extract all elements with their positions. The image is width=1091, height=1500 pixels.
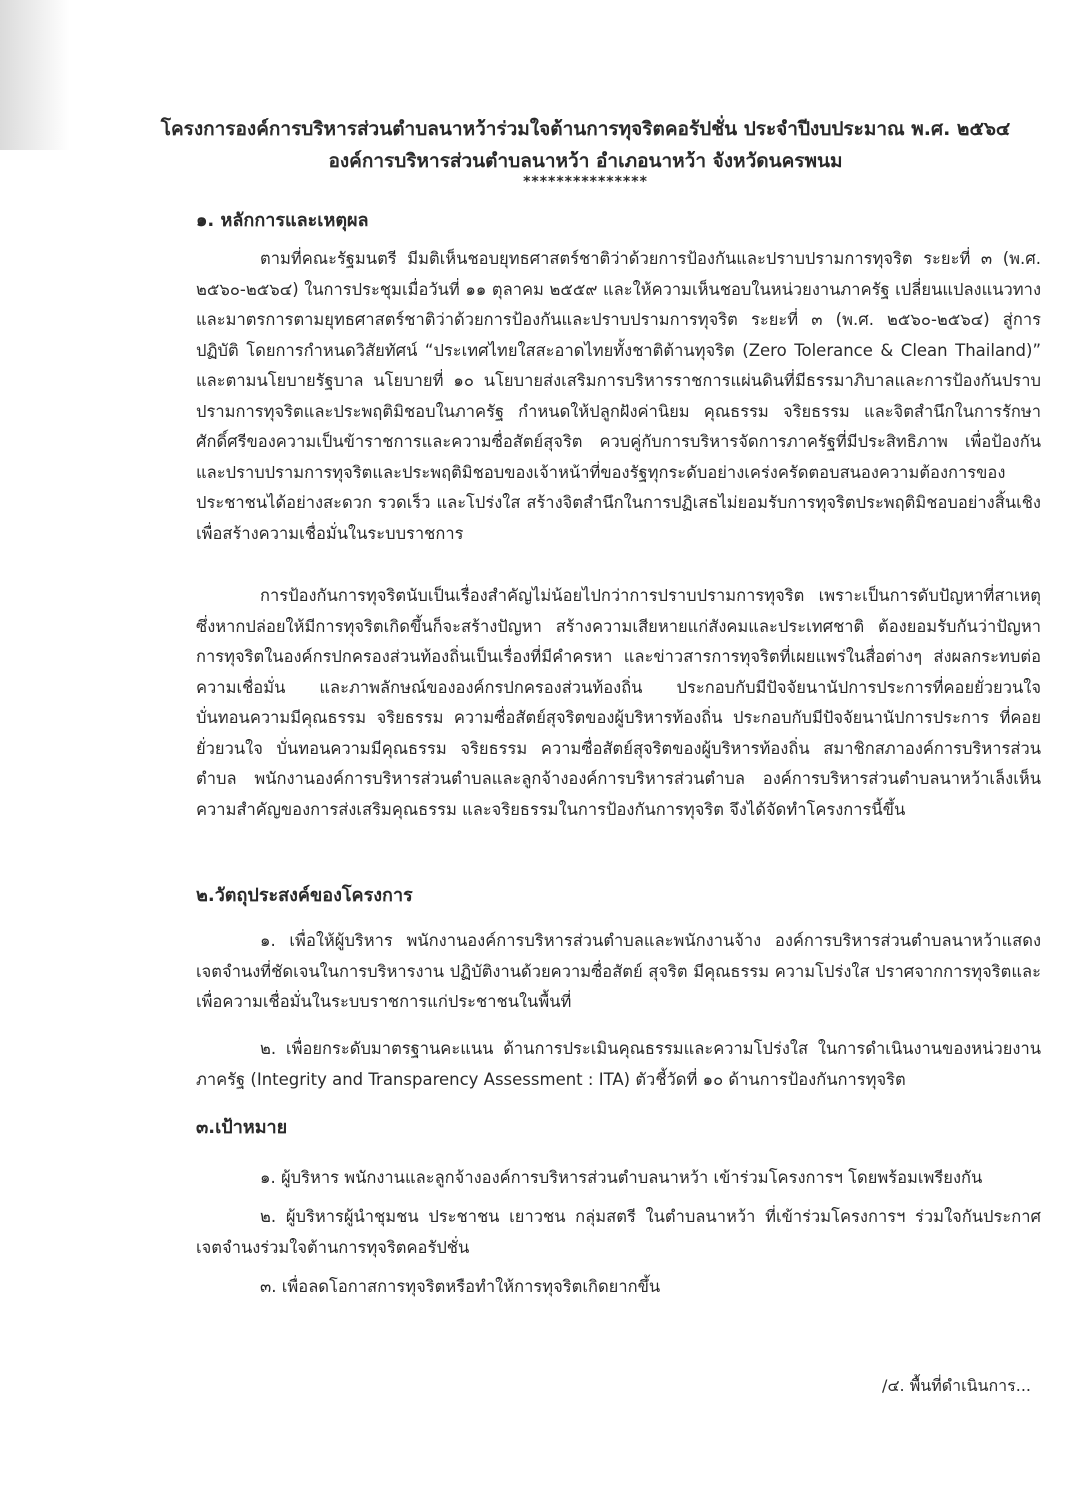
section-2-item-1: ๑. เพื่อให้ผู้บริหาร พนักงานองค์การบริหารส่วนตำบลและพนักงานจ้าง องค์การบริหารส่วนตำบลนาหว้าแสดงเจตจำนงที่ชัดเจนในการบริหารงาน ปฏิบัติงานด้วยความซื่อสัตย์ สุจริต มีคุณธรรม ความโปร่งใส ปราศจากการทุจริตและเพื่อความเชื่อมั่นในระบบราชการแก่ประชาชนในพื้นที่ — [196, 931, 1041, 1011]
title-line-2: องค์การบริหารส่วนตำบลนาหว้า อำเภอนาหว้า จังหวัดนครพนม — [328, 150, 843, 172]
title-separator: *************** — [523, 174, 648, 190]
title-line-1: โครงการองค์การบริหารส่วนตำบลนาหว้าร่วมใจต้านการทุจริตคอรัปชั่น ประจำปีงบประมาณ พ.ศ. ๒๕๖๔ — [160, 118, 1011, 140]
section-3-item-2: ๒. ผู้บริหารผู้นำชุมชน ประชาชน เยาวชน กลุ่มสตรี ในตำบลนาหว้า ที่เข้าร่วมโครงการฯ ร่วมใจกันประกาศเจตจำนงร่วมใจต้านการทุจริตคอรัปชั่น — [196, 1207, 1041, 1257]
section-3-heading: ๓.เป้าหมาย — [196, 1117, 288, 1138]
section-3-item-1: ๑. ผู้บริหาร พนักงานและลูกจ้างองค์การบริหารส่วนตำบลนาหว้า เข้าร่วมโครงการฯ โดยพร้อมเพรียงกัน — [260, 1168, 983, 1187]
page-continuation: /๔. พื้นที่ดำเนินการ... — [882, 1376, 1031, 1395]
section-2-heading: ๒.วัตถุประสงค์ของโครงการ — [196, 885, 413, 906]
section-3-item-3: ๓. เพื่อลดโอกาสการทุจริตหรือทำให้การทุจริตเกิดยากขึ้น — [260, 1277, 661, 1296]
section-1-paragraph-1: ตามที่คณะรัฐมนตรี มีมติเห็นชอบยุทธศาสตร์ชาติว่าด้วยการป้องกันและปราบปรามการทุจริต ระยะที่ ๓ (พ.ศ. ๒๕๖๐-๒๕๖๔) ในการประชุมเมื่อวันที่ ๑๑ ตุลาคม ๒๕๕๙ และให้ความเห็นชอบในหน่วยงานภาครัฐ เปลี่ยนแปลงแนวทางและมาตรการตามยุทธศาสตร์ชาติว่าด้วยการป้องกันและปราบปรามการทุจริต ระยะที่ ๓ (พ.ศ. ๒๕๖๐-๒๕๖๔) สู่การปฏิบัติ โดยการกำหนดวิสัยทัศน์ “ประเทศไทยใสสะอาดไทยทั้งชาติต้านทุจริต (Zero Tolerance & Clean Thailand)” และตามนโยบายรัฐบาล นโยบายที่ ๑๐ นโยบายส่งเสริมการบริหารราชการแผ่นดินที่มีธรรมาภิบาลและการป้องกันปราบปรามการทุจริตและประพฤติมิชอบในภาครัฐ กำหนดให้ปลูกฝังค่านิยม คุณธรรม จริยธรรม และจิตสำนึกในการรักษาศักดิ์ศรีของความเป็นข้าราชการและความซื่อสัตย์สุจริต ควบคู่กับการบริหารจัดการภาครัฐที่มีประสิทธิภาพ เพื่อป้องกันและปราบปรามการทุจริตและประพฤติมิชอบของเจ้าหน้าที่ของรัฐทุกระดับอย่างเคร่งครัดตอบสนองความต้องการของประชาชนได้อย่างสะดวก รวดเร็ว และโปร่งใส สร้างจิตสำนึกในการปฏิเสธไม่ยอมรับการทุจริตประพฤติมิชอบอย่างสิ้นเชิง เพื่อสร้างความเชื่อมั่นในระบบราชการ — [196, 249, 1041, 543]
section-1-heading: ๑. หลักการและเหตุผล — [196, 210, 369, 231]
section-1-paragraph-2: การป้องกันการทุจริตนับเป็นเรื่องสำคัญไม่น้อยไปกว่าการปราบปรามการทุจริต เพราะเป็นการดับปัญหาที่สาเหตุ ซึ่งหากปล่อยให้มีการทุจริตเกิดขึ้นก็จะสร้างปัญหา สร้างความเสียหายแก่สังคมและประเทศชาติ ต้องยอมรับกันว่าปัญหาการทุจริตในองค์กรปกครองส่วนท้องถิ่นเป็นเรื่องที่มีคำครหา และข่าวสารการทุจริตที่เผยแพร่ในสื่อต่างๆ ส่งผลกระทบต่อความเชื่อมั่น และภาพลักษณ์ขององค์กรปกครองส่วนท้องถิ่น ประกอบกับมีปัจจัยนานัปการประการที่คอยยั่วยวนใจ บั่นทอนความมีคุณธรรม จริยธรรม ความซื่อสัตย์สุจริตของผู้บริหารท้องถิ่น ประกอบกับมีปัจจัยนานัปการประการ ที่คอยยั่วยวนใจ บั่นทอนความมีคุณธรรม จริยธรรม ความซื่อสัตย์สุจริตของผู้บริหารท้องถิ่น สมาชิกสภาองค์การบริหารส่วนตำบล พนักงานองค์การบริหารส่วนตำบลและลูกจ้างองค์การบริหารส่วนตำบล องค์การบริหารส่วนตำบลนาหว้าเล็งเห็นความสำคัญของการส่งเสริมคุณธรรม และจริยธรรมในการป้องกันการทุจริต จึงได้จัดทำโครงการนี้ขึ้น — [196, 586, 1041, 819]
section-2-item-2: ๒. เพื่อยกระดับมาตรฐานคะแนน ด้านการประเมินคุณธรรมและความโปร่งใส ในการดำเนินงานของหน่วยงานภาครัฐ (Integrity and Transparency Assessment : ITA) ตัวชี้วัดที่ ๑๐ ด้านการป้องกันการทุจริต — [196, 1039, 1041, 1089]
